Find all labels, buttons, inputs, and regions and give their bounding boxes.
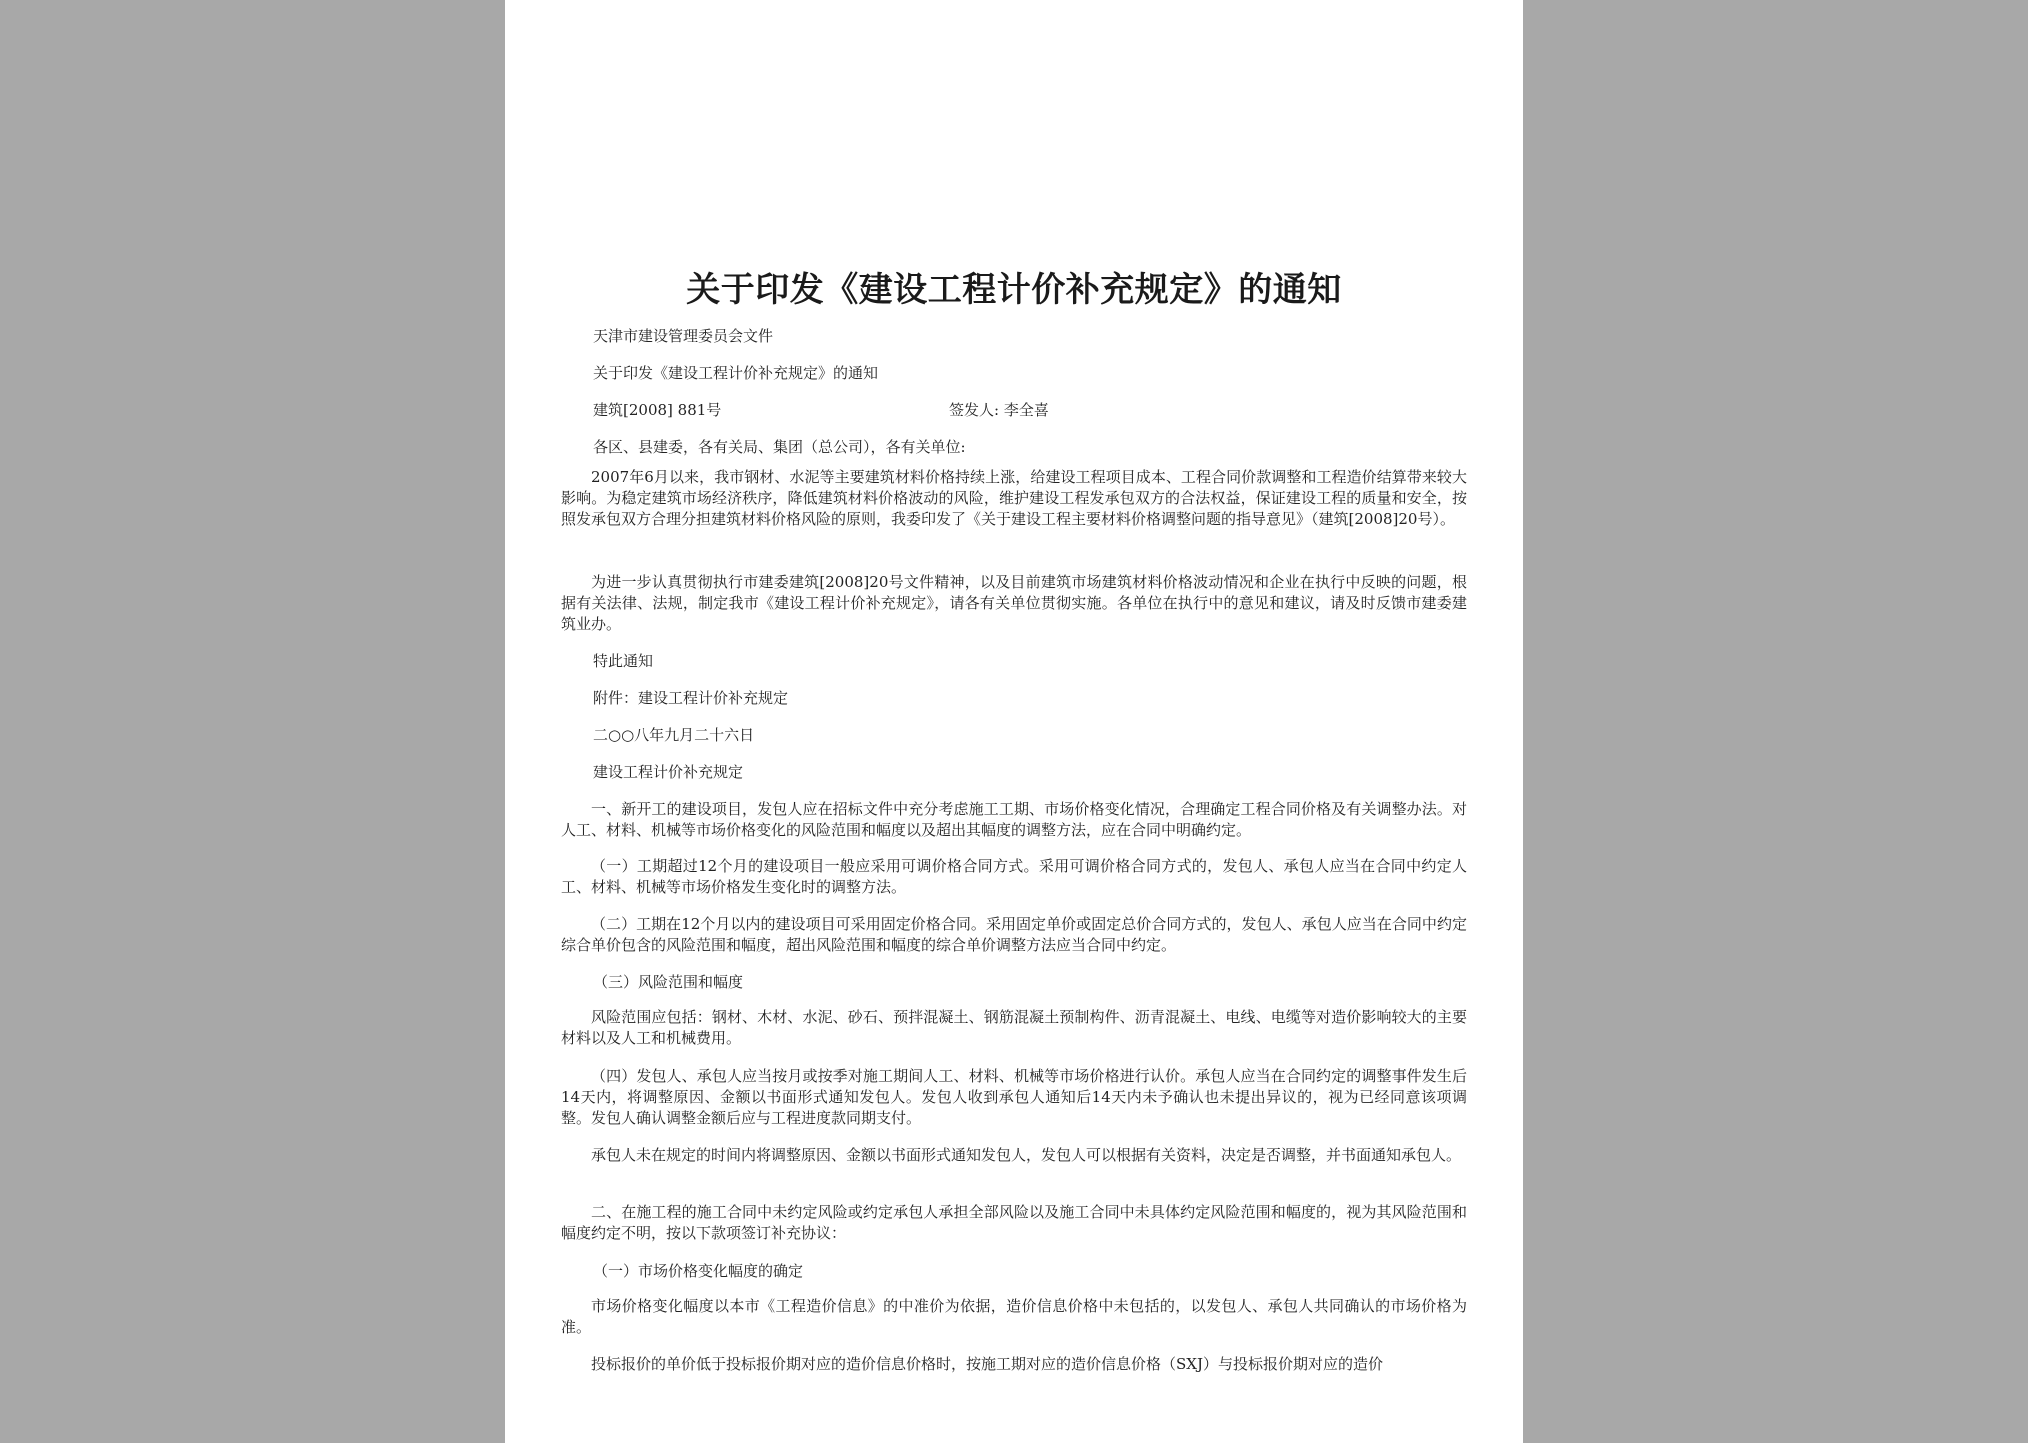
- signer: 签发人: 李全喜: [949, 401, 1049, 419]
- doc-number: 建筑[2008] 881号: [593, 401, 722, 419]
- paragraph-11: （一）市场价格变化幅度的确定: [593, 1262, 804, 1280]
- special-notice: 特此通知: [593, 652, 654, 670]
- paragraph-5: （二）工期在12个月以内的建设项目可采用固定价格合同。采用固定单价或固定总价合同方式的，发包人、承包人应当在合同中约定综合单价包含的风险范围和幅度，超出风险范围和幅度的综合单价调整方法应当合同中约定。: [561, 915, 1467, 954]
- subtitle-line: 关于印发《建设工程计价补充规定》的通知: [593, 364, 879, 382]
- paragraph-1: 2007年6月以来，我市钢材、水泥等主要建筑材料价格持续上涨，给建设工程项目成本、工程合同价款调整和工程造价结算带来较大影响。为稳定建筑市场经济秩序，降低建筑材料价格波动的风险，维护建设工程发承包双方的合法权益，保证建设工程的质量和安全，按照发承包双方合理分担建筑材料价格风险的原则，我委印发了《关于建设工程主要材料价格调整问题的指导意见》（建筑[2008]20号）。: [561, 468, 1467, 528]
- section-title: 建设工程计价补充规定: [593, 763, 744, 781]
- paragraph-10: 二、在施工程的施工合同中未约定风险或约定承包人承担全部风险以及施工合同中未具体约定风险范围和幅度的，视为其风险范围和幅度约定不明，按以下款项签订补充协议：: [561, 1203, 1467, 1242]
- issuer-line: 天津市建设管理委员会文件: [593, 327, 774, 345]
- paragraph-3: 一、新开工的建设项目，发包人应在招标文件中充分考虑施工工期、市场价格变化情况，合理确定工程合同价格及有关调整办法。对人工、材料、机械等市场价格变化的风险范围和幅度以及超出其幅度的调整方法，应在合同中明确约定。: [561, 800, 1467, 839]
- date-line: 二○○八年九月二十六日: [593, 726, 755, 744]
- paragraph-13: 投标报价的单价低于投标报价期对应的造价信息价格时，按施工期对应的造价信息价格（SXJ）与投标报价期对应的造价: [591, 1355, 1383, 1373]
- paragraph-2: 为进一步认真贯彻执行市建委建筑[2008]20号文件精神，以及目前建筑市场建筑材料价格波动情况和企业在执行中反映的问题，根据有关法律、法规，制定我市《建设工程计价补充规定》，请各有关单位贯彻实施。各单位在执行中的意见和建议，请及时反馈市建委建筑业办。: [561, 573, 1467, 633]
- paragraph-6: （三）风险范围和幅度: [593, 973, 744, 991]
- paragraph-9: 承包人未在规定的时间内将调整原因、金额以书面形式通知发包人，发包人可以根据有关资料，决定是否调整，并书面通知承包人。: [591, 1146, 1462, 1164]
- paragraph-8: （四）发包人、承包人应当按月或按季对施工期间人工、材料、机械等市场价格进行认价。承包人应当在合同约定的调整事件发生后14天内，将调整原因、金额以书面形式通知发包人。发包人收到承包人通知后14天内未予确认也未提出异议的，视为已经同意该项调整。发包人确认调整金额后应与工程进度款同期支付。: [561, 1067, 1467, 1127]
- paragraph-4: （一）工期超过12个月的建设项目一般应采用可调价格合同方式。采用可调价格合同方式的，发包人、承包人应当在合同中约定人工、材料、机械等市场价格发生变化时的调整方法。: [561, 857, 1467, 896]
- paragraph-12: 市场价格变化幅度以本市《工程造价信息》的中准价为依据，造价信息价格中未包括的，以发包人、承包人共同确认的市场价格为准。: [561, 1297, 1467, 1336]
- document-page: [505, 0, 1523, 1443]
- attachment-line: 附件：建设工程计价补充规定: [593, 689, 789, 707]
- document-title: 关于印发《建设工程计价补充规定》的通知: [686, 270, 1342, 310]
- salutation: 各区、县建委，各有关局、集团（总公司），各有关单位:: [593, 438, 966, 456]
- paragraph-7: 风险范围应包括：钢材、木材、水泥、砂石、预拌混凝土、钢筋混凝土预制构件、沥青混凝土、电线、电缆等对造价影响较大的主要材料以及人工和机械费用。: [561, 1008, 1467, 1047]
